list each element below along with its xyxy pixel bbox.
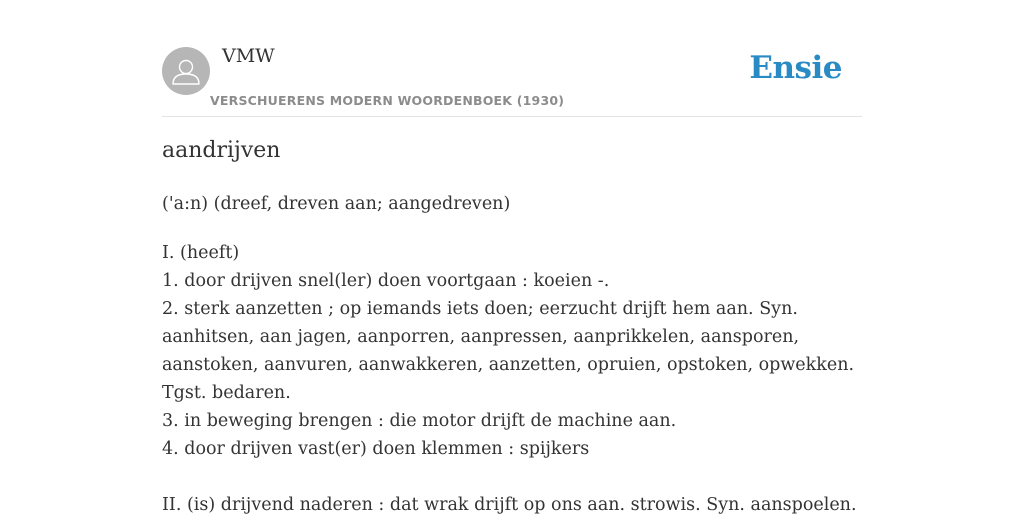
header bbox=[162, 0, 862, 117]
user-silhouette-icon bbox=[162, 47, 210, 95]
definition-line: aanstoken, aanvuren, aanwakkeren, aanzetten, opruien, opstoken, opwekken. bbox=[162, 355, 855, 375]
entry-headword: aandrijven bbox=[162, 138, 281, 163]
author-name[interactable]: VMW bbox=[222, 45, 275, 67]
definition-line: 4. door drijven vast(er) doen klemmen : spijkers bbox=[162, 439, 590, 459]
author-avatar[interactable] bbox=[162, 47, 210, 95]
entry-definition bbox=[162, 239, 857, 519]
entry-pronunciation: ('a:n) (dreef, dreven aan; aangedreven) bbox=[162, 194, 511, 214]
source-name: VERSCHUERENS MODERN WOORDENBOEK (1930) bbox=[210, 93, 565, 108]
definition-line: II. (is) drijvend naderen : dat wrak drijft op ons aan. strowis. Syn. aanspoelen. bbox=[162, 495, 857, 515]
definition-line: 3. in beweging brengen : die motor drijft de machine aan. bbox=[162, 411, 677, 431]
ensie-logo[interactable]: Ensie bbox=[749, 50, 842, 86]
page bbox=[162, 0, 862, 515]
definition-line: aanhitsen, aan jagen, aanporren, aanpressen, aanprikkelen, aansporen, bbox=[162, 327, 800, 347]
definition-spacer bbox=[162, 463, 852, 491]
definition-line: Tgst. bedaren. bbox=[162, 383, 291, 403]
definition-line: 2. sterk aanzetten ; op iemands iets doen; eerzucht drijft hem aan. Syn. bbox=[162, 299, 798, 319]
definition-line: I. (heeft) bbox=[162, 243, 240, 263]
definition-line: 1. door drijven snel(ler) doen voortgaan : koeien -. bbox=[162, 271, 610, 291]
